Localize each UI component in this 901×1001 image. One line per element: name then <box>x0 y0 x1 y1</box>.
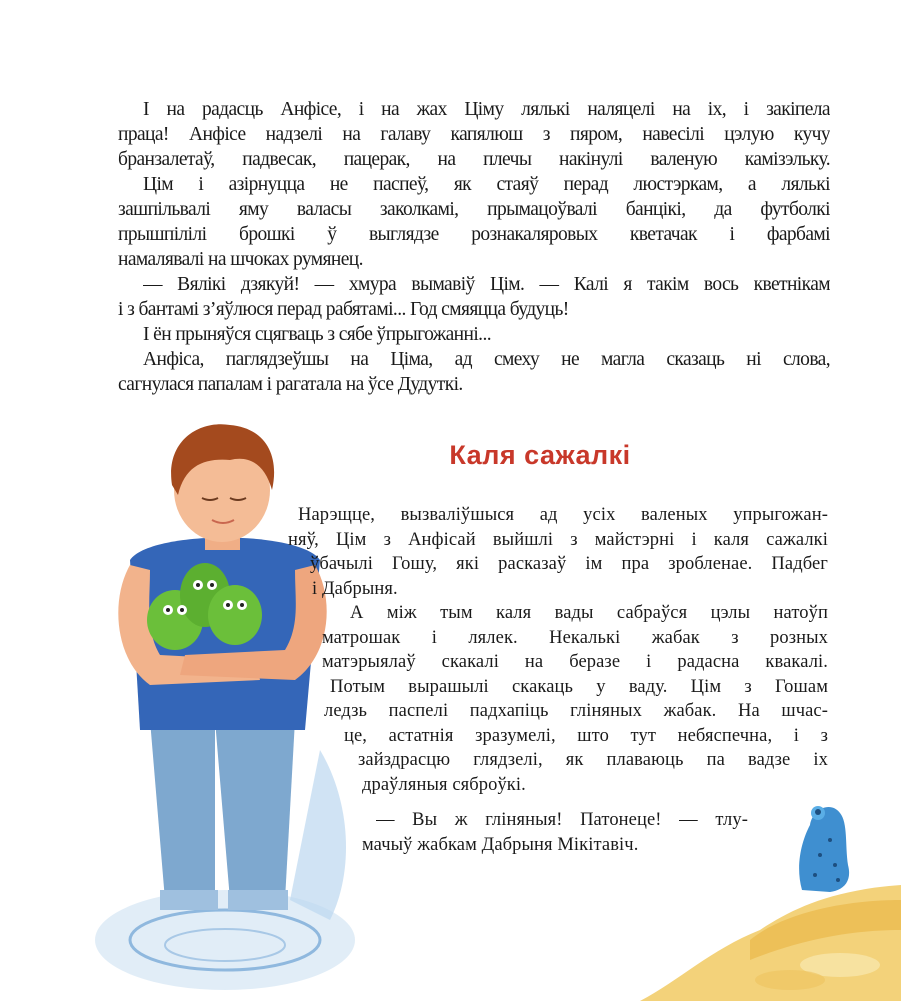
paragraph-line: Нарэщце, вызваліўшыся ад усіх валеных упрыгожан- <box>298 505 828 525</box>
blue-frog-illustration <box>790 795 860 895</box>
paragraph-line: зашпільвалі яму валасы заколкамі, прымацоўвалі банцікі, да футболкі <box>118 199 830 220</box>
paragraph-line: сагнулася папалам і рагатала на ўсе Дудуткі. <box>118 374 463 395</box>
paragraph-line: Потым вырашылі скакаць у ваду. Цім з Гошам <box>330 677 828 697</box>
paragraph-line: ўбачылі Гошу, які расказаў ім пра зробленае. Падбег <box>310 554 828 574</box>
paragraph-line: зайздрасцю глядзелі, як плаваюць па вадзе іх <box>358 750 828 770</box>
paragraph-line: — Вялікі дзякуй! — хмура вымавіў Цім. — Калі я такім вось кветнікам <box>143 274 830 295</box>
paragraph-line: І ён прыняўся сцягваць з сябе ўпрыгожанні... <box>143 324 491 345</box>
paragraph-line: і з бантамі з’яўлюся перад рабятамі... Год смяяцца будуць! <box>118 299 569 320</box>
paragraph-line: намалявалі на шчоках румянец. <box>118 249 363 270</box>
paragraph-line: матэрыялаў скакалі на беразе і радасна квакалі. <box>322 652 828 672</box>
paragraph-line: мачыў жабкам Дабрыня Мікітавіч. <box>362 835 639 855</box>
paragraph-line: матрошак і лялек. Некалькі жабак з розных <box>322 628 828 648</box>
paragraph-line: праца! Анфісе надзелі на галаву капялюш з пяром, навесілі цэлую кучу <box>118 124 830 145</box>
paragraph-line: це, астатнія зразумелі, што тут небяспечна, і з <box>344 726 828 746</box>
paragraph-line: прышпілілі брошкі ў выглядзе рознакаляровых кветачак і фарбамі <box>118 224 830 245</box>
paragraph-line: І на радасць Анфісе, і на жах Ціму лялькі наляцелі на іх, і закіпела <box>143 99 830 120</box>
paragraph-line: і Дабрыня. <box>312 579 398 599</box>
paragraph-line: ледзь паспелі падхапіць гліняных жабак. На шчас- <box>324 701 828 721</box>
paragraph-line: А між тым каля вады сабраўся цэлы натоўп <box>350 603 828 623</box>
section-title: Каля сажалкі <box>449 440 631 470</box>
paragraph-line: Цім і азірнуцца не паспеў, як стаяў перад люстэркам, а лялькі <box>143 174 830 195</box>
paragraph-line: Анфіса, паглядзеўшы на Ціма, ад смеху не магла сказаць ні слова, <box>143 349 830 370</box>
paragraph-line: — Вы ж гліняныя! Патонеце! — тлу- <box>376 810 748 830</box>
paragraph-line: драўляныя сяброўкі. <box>362 775 526 795</box>
paragraph-line: бранзалетаў, падвесак, пацерак, на плечы накінулі валеную камізэльку. <box>118 149 830 170</box>
sand-illustration <box>640 870 901 1001</box>
paragraph-line: няў, Цім з Анфісай выйшлі з майстэрні і каля сажалкі <box>288 530 828 550</box>
